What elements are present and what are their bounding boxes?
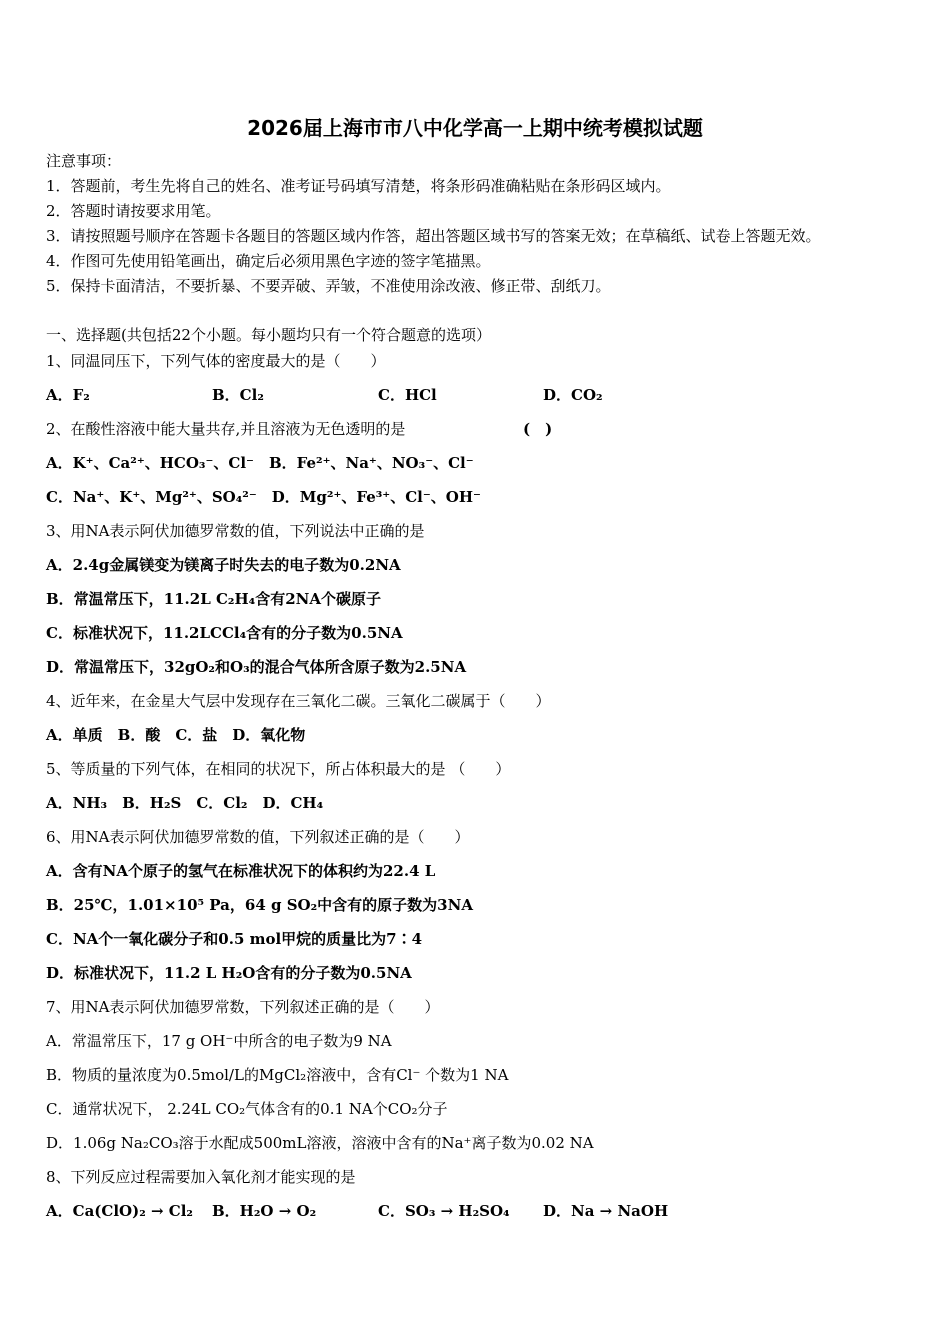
q6-option-d: D．标准状况下，11.2 L H₂O含有的分子数为0.5NA	[46, 964, 412, 982]
question-6-stem: 6、用NA表示阿伏加德罗常数的值，下列叙述正确的是（ ）	[46, 828, 470, 846]
q8-option-c: C．SO₃ → H₂SO₄	[378, 1202, 510, 1220]
q8-option-b: B．H₂O → O₂	[212, 1202, 317, 1220]
q5-options: A．NH₃ B．H₂S C．Cl₂ D．CH₄	[46, 794, 324, 812]
q3-option-c: C．标准状况下，11.2LCCl₄含有的分子数为0.5NA	[46, 624, 403, 642]
q7-option-c: C．通常状况下， 2.24L CO₂气体含有的0.1 NA个CO₂分子	[46, 1100, 448, 1118]
q4-options: A．单质 B．酸 C．盐 D．氧化物	[46, 726, 306, 744]
question-8-stem: 8、下列反应过程需要加入氧化剂才能实现的是	[46, 1168, 356, 1186]
question-2-stem: 2、在酸性溶液中能大量共存,并且溶液为无色透明的是	[46, 420, 406, 438]
q1-option-d: D．CO₂	[543, 386, 603, 404]
notice-item-4: 4．作图可先使用铅笔画出，确定后必须用黑色字迹的签字笔描黑。	[46, 252, 491, 270]
q2-answer-paren: ( )	[523, 420, 553, 438]
q8-option-a: A．Ca(ClO)₂ → Cl₂	[46, 1202, 193, 1220]
q7-option-a: A．常温常压下，17 g OH⁻中所含的电子数为9 NA	[46, 1032, 392, 1050]
notice-heading: 注意事项：	[46, 152, 122, 170]
question-5-stem: 5、等质量的下列气体，在相同的状况下，所占体积最大的是 （ ）	[46, 760, 511, 778]
q3-option-b: B．常温常压下，11.2L C₂H₄含有2NA个碳原子	[46, 590, 382, 608]
q2-options-ab: A．K⁺、Ca²⁺、HCO₃⁻、Cl⁻ B．Fe²⁺、Na⁺、NO₃⁻、Cl⁻	[46, 454, 474, 472]
notice-item-1: 1．答题前，考生先将自己的姓名、准考证号码填写清楚，将条形码准确粘贴在条形码区域内。	[46, 177, 671, 195]
q2-options-cd: C．Na⁺、K⁺、Mg²⁺、SO₄²⁻ D．Mg²⁺、Fe³⁺、Cl⁻、OH⁻	[46, 488, 481, 506]
notice-item-2: 2．答题时请按要求用笔。	[46, 202, 221, 220]
q1-option-a: A．F₂	[46, 386, 90, 404]
page-title: 2026届上海市市八中化学高一上期中统考模拟试题	[247, 116, 703, 140]
q6-option-c: C．NA个一氧化碳分子和0.5 mol甲烷的质量比为7∶4	[46, 930, 423, 948]
q6-option-a: A．含有NA个原子的氢气在标准状况下的体积约为22.4 L	[46, 862, 436, 880]
notice-item-5: 5．保持卡面清洁，不要折暴、不要弄破、弄皱，不准使用涂改液、修正带、刮纸刀。	[46, 277, 611, 295]
q8-option-d: D．Na → NaOH	[543, 1202, 669, 1220]
question-3-stem: 3、用NA表示阿伏加德罗常数的值，下列说法中正确的是	[46, 522, 425, 540]
notice-item-3: 3．请按照题号顺序在答题卡各题目的答题区域内作答，超出答题区域书写的答案无效；在草稿纸、试卷上答题无效。	[46, 227, 821, 245]
q1-option-b: B．Cl₂	[212, 386, 264, 404]
q7-option-b: B．物质的量浓度为0.5mol/L的MgCl₂溶液中，含有Cl⁻ 个数为1 NA	[46, 1066, 509, 1084]
section-heading: 一、选择题(共包括22个小题。每小题均只有一个符合题意的选项）	[46, 326, 491, 344]
q3-option-a: A．2.4g金属镁变为镁离子时失去的电子数为0.2NA	[46, 556, 401, 574]
question-1-stem: 1、同温同压下，下列气体的密度最大的是（ ）	[46, 352, 386, 370]
q7-option-d: D．1.06g Na₂CO₃溶于水配成500mL溶液，溶液中含有的Na⁺离子数为0.02 NA	[46, 1134, 594, 1152]
question-4-stem: 4、近年来，在金星大气层中发现存在三氧化二碳。三氧化二碳属于（ ）	[46, 692, 551, 710]
question-7-stem: 7、用NA表示阿伏加德罗常数，下列叙述正确的是（ ）	[46, 998, 440, 1016]
q6-option-b: B．25℃，1.01×10⁵ Pa，64 g SO₂中含有的原子数为3NA	[46, 896, 473, 914]
q1-option-c: C．HCl	[378, 386, 437, 404]
q3-option-d: D．常温常压下，32gO₂和O₃的混合气体所含原子数为2.5NA	[46, 658, 467, 676]
